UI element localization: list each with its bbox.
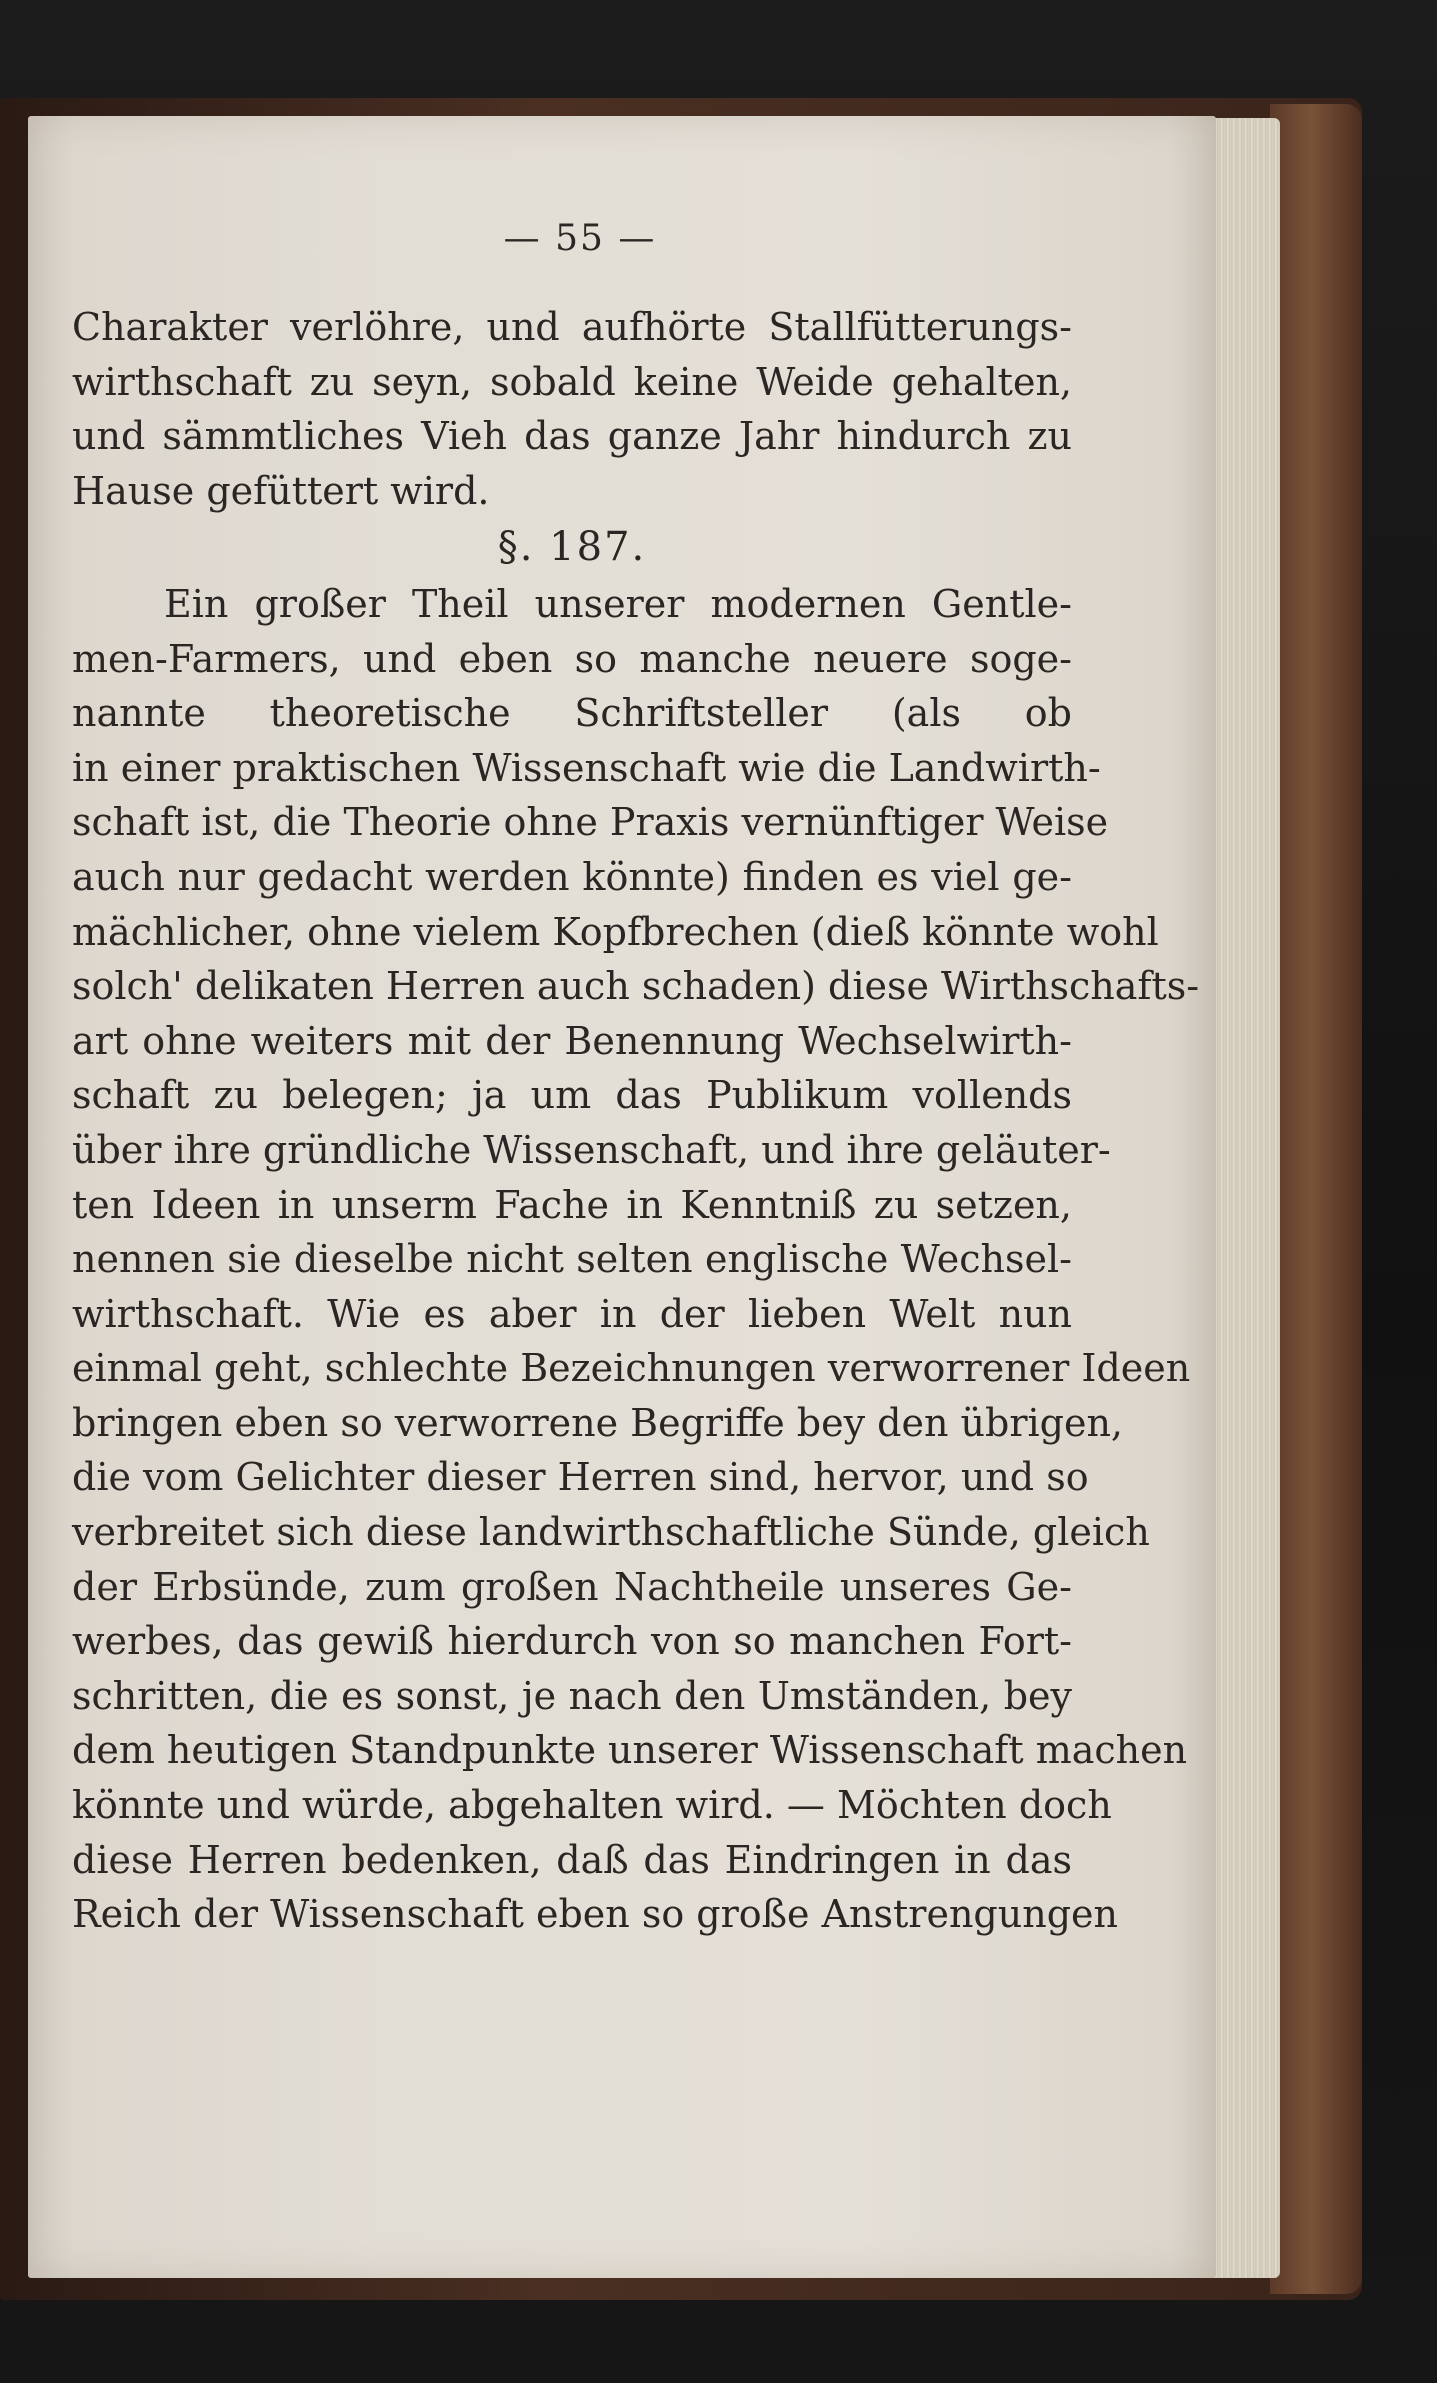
text-line: wirthschaft zu seyn, sobald keine Weide gehalten, bbox=[72, 359, 1072, 404]
text-line: mächlicher, ohne vielem Kopfbrechen (dieß könnte wohl bbox=[72, 909, 1159, 954]
text-line: men-Farmers, und eben so manche neuere soge- bbox=[72, 636, 1072, 681]
text-line: dem heutigen Standpunkte unserer Wissenschaft machen bbox=[72, 1728, 1188, 1773]
text-line: einmal geht, schlechte Bezeichnungen verworrener Ideen bbox=[72, 1346, 1191, 1391]
text-line: diese Herren bedenken, daß das Eindringen in das bbox=[72, 1837, 1072, 1882]
text-line: Ein großer Theil unserer modernen Gentle- bbox=[164, 581, 1072, 626]
text-line: Reich der Wissenschaft eben so große Anstrengungen bbox=[72, 1892, 1118, 1937]
book-spine-edge bbox=[1270, 104, 1362, 2294]
text-line: art ohne weiters mit der Benennung Wechselwirth- bbox=[72, 1018, 1072, 1063]
text-line: schritten, die es sonst, je nach den Umständen, bey bbox=[72, 1673, 1072, 1718]
page-number: — 55 — bbox=[503, 218, 657, 259]
text-line: wirthschaft. Wie es aber in der lieben Welt nun bbox=[72, 1291, 1072, 1336]
text-line: über ihre gründliche Wissenschaft, und ihre geläuter- bbox=[72, 1127, 1111, 1172]
text-line: nennen sie dieselbe nicht selten englische Wechsel- bbox=[72, 1237, 1072, 1282]
section-heading: §. 187. bbox=[497, 524, 647, 571]
text-line: und sämmtliches Vieh das ganze Jahr hindurch zu bbox=[72, 414, 1072, 459]
text-line: bringen eben so verworrene Begriffe bey den übrigen, bbox=[72, 1400, 1124, 1445]
text-line: Hause gefüttert wird. bbox=[72, 468, 490, 513]
text-line: werbes, das gewiß hierdurch von so manchen Fort- bbox=[72, 1619, 1072, 1664]
text-line: auch nur gedacht werden könnte) finden es viel ge- bbox=[72, 854, 1072, 899]
text-line: die vom Gelichter dieser Herren sind, hervor, und so bbox=[72, 1455, 1089, 1500]
text-line: in einer praktischen Wissenschaft wie die Landwirth- bbox=[72, 745, 1101, 790]
text-line: nannte theoretische Schriftsteller (als ob bbox=[72, 691, 1072, 736]
text-line: Charakter verlöhre, und aufhörte Stallfütterungs- bbox=[72, 305, 1072, 349]
text-line: solch' delikaten Herren auch schaden) diese Wirthschafts- bbox=[72, 964, 1200, 1009]
text-line: schaft zu belegen; ja um das Publikum vollends bbox=[72, 1073, 1072, 1118]
page-text bbox=[72, 300, 1200, 1942]
text-line: verbreitet sich diese landwirthschaftliche Sünde, gleich bbox=[72, 1510, 1150, 1555]
text-line: der Erbsünde, zum großen Nachtheile unseres Ge- bbox=[72, 1564, 1072, 1609]
text-line: schaft ist, die Theorie ohne Praxis vernünftiger Weise bbox=[72, 800, 1109, 845]
text-line: könnte und würde, abgehalten wird. — Möchten doch bbox=[72, 1783, 1112, 1828]
text-line: ten Ideen in unserm Fache in Kenntniß zu setzen, bbox=[72, 1182, 1072, 1227]
